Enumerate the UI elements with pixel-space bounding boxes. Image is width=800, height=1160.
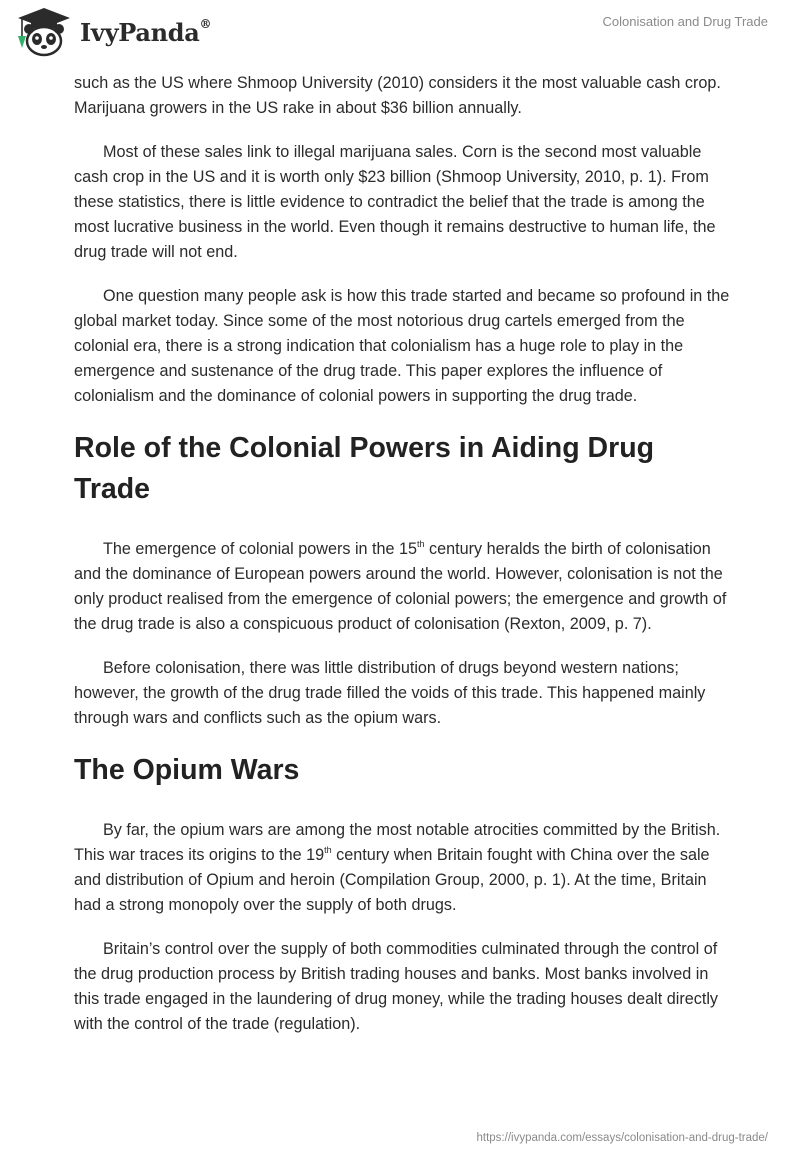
paragraph-text: century heralds the birth of colonisation and the dominance of European powers around the world. However, colonisation is not the only product realised from the emergence of colonial powers; the emergence and growth of the drug trade is also a conspicuous product of colonisation (Rexton, 2009, p. 7).: [74, 540, 727, 633]
paragraph: One question many people ask is how this trade started and became so profound in the global market today. Since some of the most notorious drug cartels emerged from the colonial era, there is a strong indication that colonialism has a huge role to play in the emergence and sustenance of the drug trade. This paper explores the influence of colonialism and the dominance of colonial powers in supporting the drug trade.: [74, 287, 730, 405]
page-header: [0, 0, 800, 64]
paragraph-text: The emergence of colonial powers in the 15: [103, 540, 418, 558]
paragraph: such as the US where Shmoop University (2010) considers it the most valuable cash crop. Marijuana growers in the US rake in about $36 billion annually.: [74, 74, 721, 117]
section-heading: Role of the Colonial Powers in Aiding Drug Trade: [74, 432, 655, 505]
paragraph: Most of these sales link to illegal marijuana sales. Corn is the second most valuable cash crop in the US and it is worth only $23 billion (Shmoop University, 2010, p. 1). From these statistics, there is little evidence to contradict the belief that the trade is among the most lucrative business in the world. Even though it remains destructive to human life, the drug trade will not end.: [74, 143, 716, 261]
paragraph-text: By far, the opium wars are among the most notable atrocities committed by the British. This war traces its origins to the 19: [74, 821, 721, 864]
essay-body: [74, 71, 734, 1056]
brand-name[interactable]: [80, 18, 211, 47]
ivypanda-logo-icon[interactable]: [14, 6, 74, 58]
section-heading: The Opium Wars: [74, 754, 300, 786]
ordinal-suffix: th: [417, 538, 425, 549]
paragraph: Before colonisation, there was little distribution of drugs beyond western nations; however, the growth of the drug trade filled the voids of this trade. This happened mainly through wars and conflicts such as the opium wars.: [74, 659, 706, 727]
document-title: Colonisation and Drug Trade: [602, 14, 768, 29]
paragraph: [74, 818, 734, 918]
paragraph: Britain’s control over the supply of both commodities culminated through the control of the drug production process by British trading houses and banks. Most banks involved in this trade engaged in the laundering of drug money, while the trading houses dealt directly with the control of the trade (regulation).: [74, 940, 719, 1033]
paragraph: [74, 537, 734, 637]
ordinal-suffix: th: [324, 844, 332, 855]
brand-text: IvyPanda: [80, 18, 200, 47]
paragraph-text: century when Britain fought with China over the sale and distribution of Opium and heroin (Compilation Group, 2000, p. 1). At the time, Britain had a strong monopoly over the supply of both drugs.: [74, 846, 710, 914]
registered-mark: ®: [199, 17, 212, 31]
source-url[interactable]: https://ivypanda.com/essays/colonisation-and-drug-trade/: [476, 1132, 768, 1144]
